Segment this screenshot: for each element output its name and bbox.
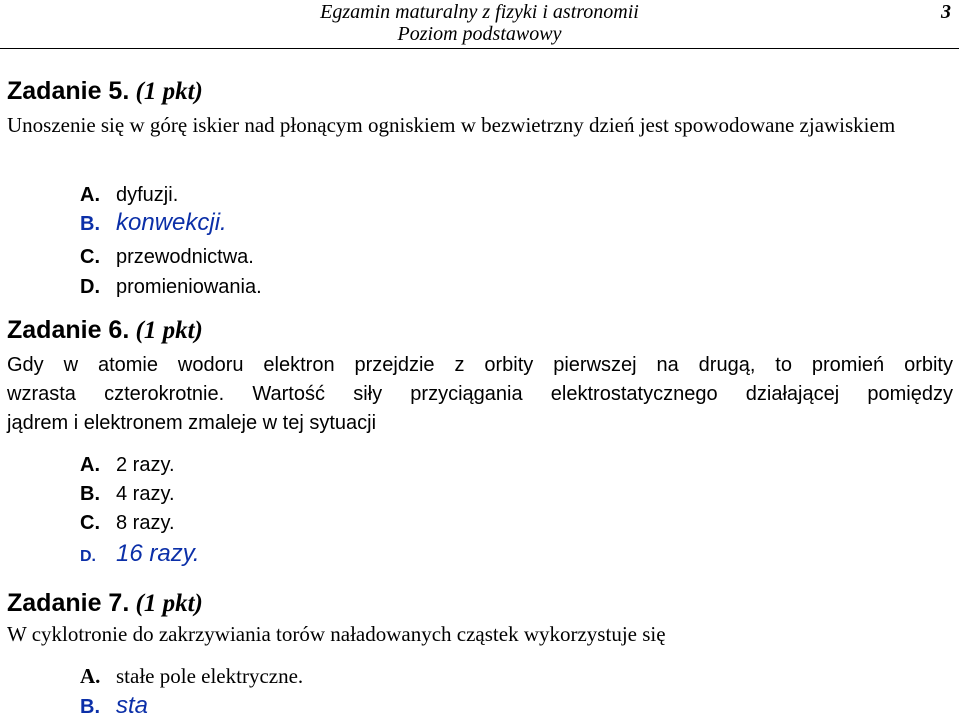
- task5-option-c[interactable]: [80, 244, 254, 270]
- task7-heading: [7, 589, 203, 618]
- option-letter: B.: [80, 696, 100, 718]
- exam-level: Poziom podstawowy: [397, 23, 562, 45]
- task7-option-b[interactable]: [80, 693, 148, 720]
- task6-question-line3: jądrem i elektronem zmaleje w tej sytuacji: [7, 412, 377, 434]
- task7-question: W cyklotronie do zakrzywiania torów naładowanych cząstek wykorzystuje się: [7, 622, 666, 646]
- task7-option-a[interactable]: [80, 663, 303, 689]
- task6-option-d[interactable]: [80, 541, 200, 570]
- task5-number: Zadanie 5.: [7, 77, 130, 105]
- task6-number: Zadanie 6.: [7, 316, 130, 344]
- task5-question: Unoszenie się w górę iskier nad płonącym ogniskiem w bezwietrzny dzień jest spowodowane zjawiskiem: [7, 113, 896, 137]
- task6-option-a[interactable]: [80, 452, 175, 478]
- task5-option-a[interactable]: [80, 182, 178, 208]
- task6-points: (1 pkt): [135, 317, 203, 344]
- option-text: 8 razy.: [116, 512, 175, 534]
- option-text: sta: [116, 692, 149, 719]
- task6-option-c[interactable]: [80, 510, 175, 536]
- task7-number: Zadanie 7.: [7, 589, 130, 617]
- task6-option-b[interactable]: [80, 481, 175, 507]
- page-number: 3: [941, 1, 951, 23]
- option-letter: A.: [80, 664, 101, 688]
- exam-title: Egzamin maturalny z fizyki i astronomii: [320, 1, 639, 23]
- option-text: dyfuzji.: [116, 184, 179, 206]
- option-letter: B.: [80, 483, 100, 505]
- option-letter: C.: [80, 246, 100, 268]
- page-header: [0, 0, 959, 50]
- option-letter: C.: [80, 512, 100, 534]
- option-text: 16 razy.: [116, 540, 200, 567]
- option-letter: A.: [80, 454, 100, 476]
- task7-points: (1 pkt): [135, 590, 203, 617]
- task5-option-d[interactable]: [80, 274, 262, 300]
- option-text: stałe pole elektryczne.: [116, 664, 304, 688]
- option-text: konwekcji.: [116, 209, 227, 236]
- task6-heading: [7, 316, 203, 345]
- option-text: 4 razy.: [116, 483, 175, 505]
- option-letter: B.: [80, 213, 100, 235]
- option-letter: A.: [80, 184, 100, 206]
- task5-option-b[interactable]: [80, 210, 227, 237]
- header-divider: [0, 48, 959, 49]
- option-text: promieniowania.: [116, 276, 262, 298]
- task5-heading: [7, 77, 203, 106]
- option-letter: D.: [80, 276, 100, 298]
- option-text: przewodnictwa.: [116, 246, 254, 268]
- task6-question-line1: Gdy w atomie wodoru elektron przejdzie z orbity pierwszej na drugą, to promień orbity: [7, 354, 953, 376]
- option-text: 2 razy.: [116, 454, 175, 476]
- option-letter: D.: [80, 548, 96, 565]
- task5-points: (1 pkt): [135, 78, 203, 105]
- task6-question-line2: wzrasta czterokrotnie. Wartość siły przyciągania elektrostatycznego działającej pomiędzy: [7, 383, 953, 405]
